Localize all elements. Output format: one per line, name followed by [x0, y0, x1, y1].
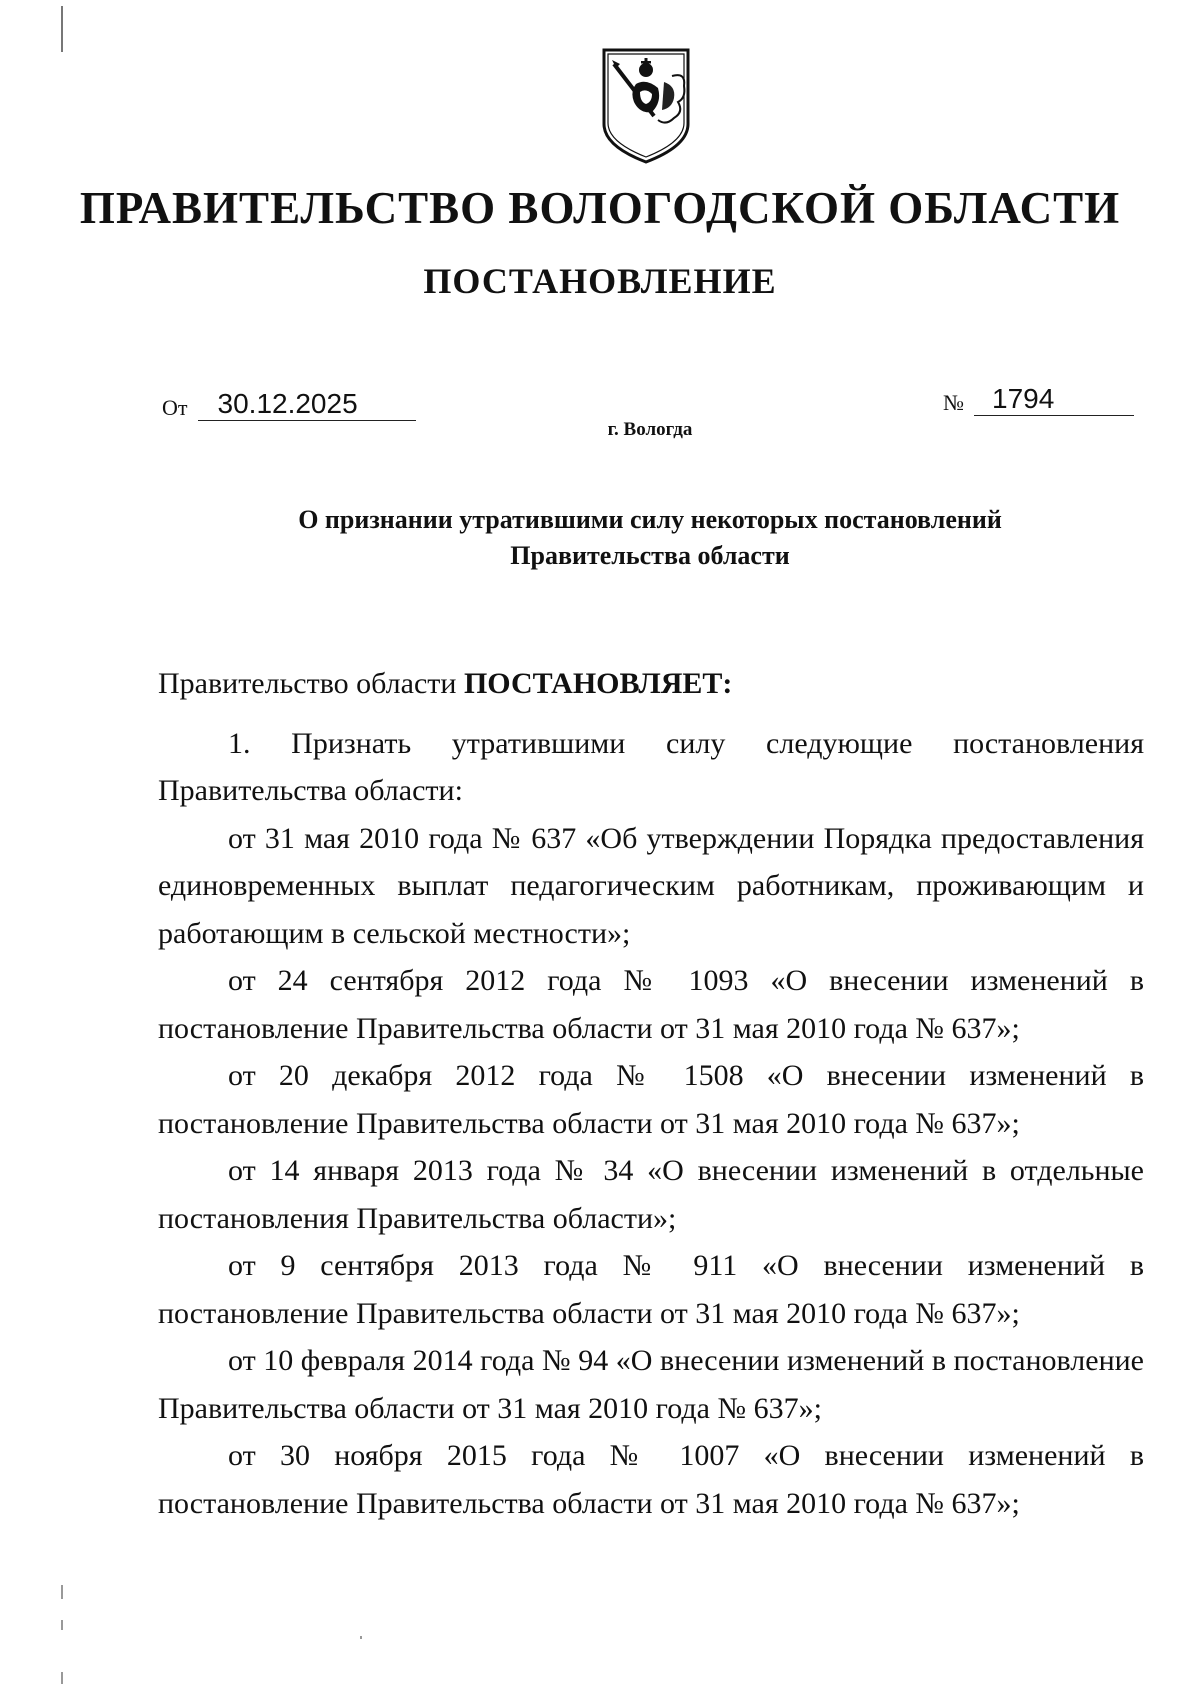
intro-paragraph	[158, 660, 1144, 708]
vologda-coat-of-arms-icon	[600, 46, 692, 166]
document-body	[158, 660, 1144, 1527]
body-paragraph: от 9 сентября 2013 года № 911 «О внесении изменений в постановление Правительства области от 31 мая 2010 года № 637»;	[158, 1249, 1144, 1330]
body-paragraph: от 24 сентября 2012 года № 1093 «О внесении изменений в постановление Правительства области от 31 мая 2010 года № 637»;	[158, 964, 1144, 1045]
date-value: 30.12.2025	[198, 388, 416, 421]
body-paragraph: 1. Признать утратившими силу следующие постановления Правительства области:	[158, 726, 1144, 807]
date-prefix: От	[162, 395, 188, 420]
intro-text: Правительство области	[158, 667, 457, 700]
scan-artifact-dot	[61, 1672, 63, 1684]
intro-decree-word: ПОСТАНОВЛЯЕТ:	[463, 667, 733, 700]
subject-line-1: О признании утратившими силу некоторых постановлений	[298, 505, 1002, 534]
city-label: г. Вологда	[607, 419, 693, 440]
body-paragraph: от 20 декабря 2012 года № 1508 «О внесении изменений в постановление Правительства области от 31 мая 2010 года № 637»;	[158, 1059, 1144, 1140]
scan-artifact-line	[61, 6, 63, 52]
body-paragraph: от 14 января 2013 года № 34 «О внесении изменений в отдельные постановления Правительства области»;	[158, 1154, 1144, 1235]
document-type-title: ПОСТАНОВЛЕНИЕ	[423, 261, 777, 301]
body-paragraph: от 10 февраля 2014 года № 94 «О внесении изменений в постановление Правительства области от 31 мая 2010 года № 637»;	[158, 1344, 1144, 1425]
number-prefix: №	[943, 390, 964, 415]
scan-artifact-dot	[360, 1636, 362, 1639]
scan-artifact-dot	[61, 1585, 63, 1599]
body-paragraph: от 31 мая 2010 года № 637 «Об утверждении Порядка предоставления единовременных выплат педагогическим работникам, проживающим и работающим в сельской местности»;	[158, 821, 1144, 950]
body-paragraph: от 30 ноября 2015 года № 1007 «О внесении изменений в постановление Правительства области от 31 мая 2010 года № 637»;	[158, 1439, 1144, 1520]
scan-artifact-dot	[61, 1620, 63, 1630]
document-number	[943, 383, 1134, 416]
subject-line-2: Правительства области	[510, 541, 790, 570]
number-value: 1794	[974, 383, 1134, 416]
document-subject	[0, 502, 1200, 574]
government-title: ПРАВИТЕЛЬСТВО ВОЛОГОДСКОЙ ОБЛАСТИ	[79, 183, 1121, 233]
document-date	[162, 388, 416, 421]
